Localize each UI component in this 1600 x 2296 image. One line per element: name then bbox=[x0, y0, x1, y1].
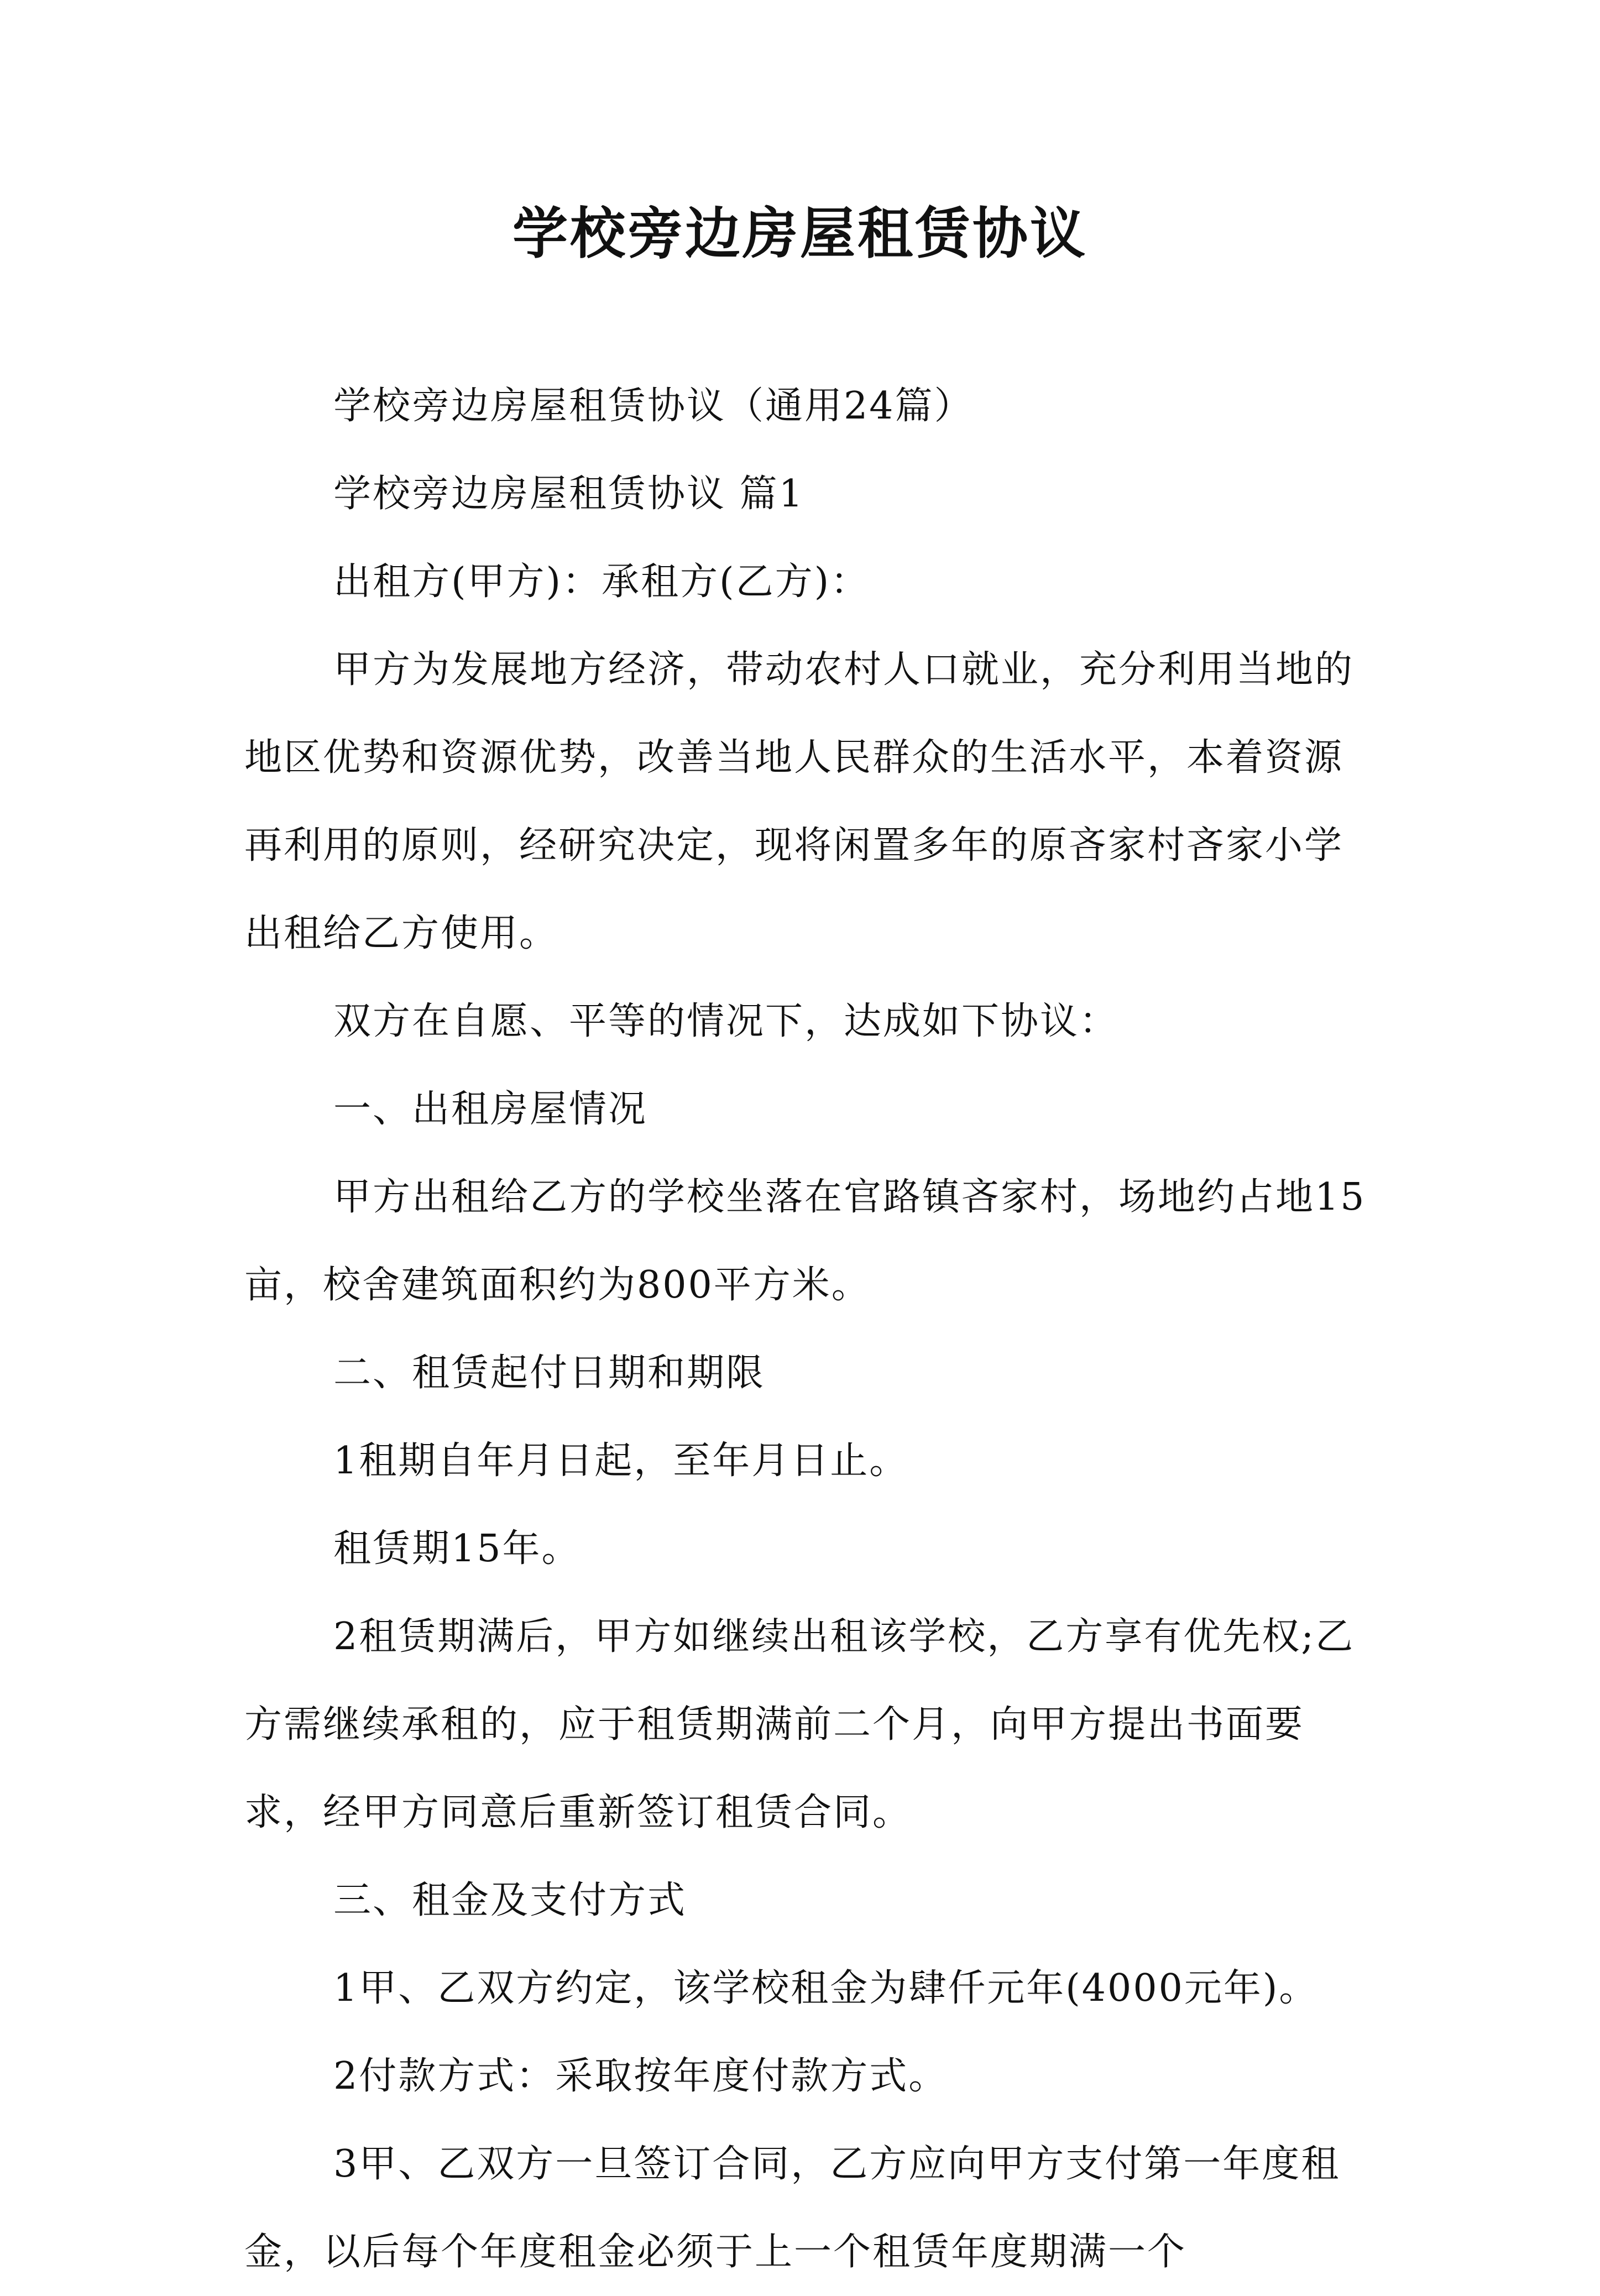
paragraph: 1甲、乙双方约定，该学校租金为肆仟元年(4000元年)。 bbox=[333, 1966, 1319, 2010]
paragraph: 2租赁期满后，甲方如继续出租该学校，乙方享有优先权;乙方需继续承租的，应于租赁期满前二个月，向甲方提出书面要求，经甲方同意后重新签订租赁合同。 bbox=[244, 1615, 1355, 1834]
clause-heading: 三、租金及支付方式 bbox=[333, 1879, 687, 1922]
section-heading: 学校旁边房屋租赁协议 篇1 bbox=[333, 472, 804, 516]
clause-heading: 二、租赁起付日期和期限 bbox=[333, 1351, 766, 1395]
paragraph: 甲方出租给乙方的学校坐落在官路镇吝家村，场地约占地15亩，校舍建筑面积约为800平方米。 bbox=[244, 1175, 1366, 1307]
paragraph: 1租期自年月日起，至年月日止。 bbox=[333, 1439, 909, 1483]
paragraph: 双方在自愿、平等的情况下，达成如下协议： bbox=[333, 1000, 1119, 1043]
document-title: 学校旁边房屋租赁协议 bbox=[513, 201, 1087, 266]
parties-line: 出租方(甲方)：承租方(乙方)： bbox=[333, 560, 870, 604]
paragraph: 甲方为发展地方经济，带动农村人口就业，充分利用当地的地区优势和资源优势，改善当地人民群众的生活水平，本着资源再利用的原则，经研究决定，现将闲置多年的原吝家村吝家小学出租给乙方使用。 bbox=[244, 648, 1355, 955]
paragraph: 3甲、乙双方一旦签订合同，乙方应向甲方支付第一年度租金，以后每个年度租金必须于上一个租赁年度期满一个 bbox=[244, 2142, 1341, 2274]
subtitle-line: 学校旁边房屋租赁协议（通用24篇） bbox=[333, 384, 974, 428]
paragraph: 2付款方式：采取按年度付款方式。 bbox=[333, 2054, 948, 2098]
paragraph: 租赁期15年。 bbox=[333, 1527, 581, 1571]
clause-heading: 一、出租房屋情况 bbox=[333, 1087, 648, 1131]
document-body bbox=[244, 362, 1381, 2296]
